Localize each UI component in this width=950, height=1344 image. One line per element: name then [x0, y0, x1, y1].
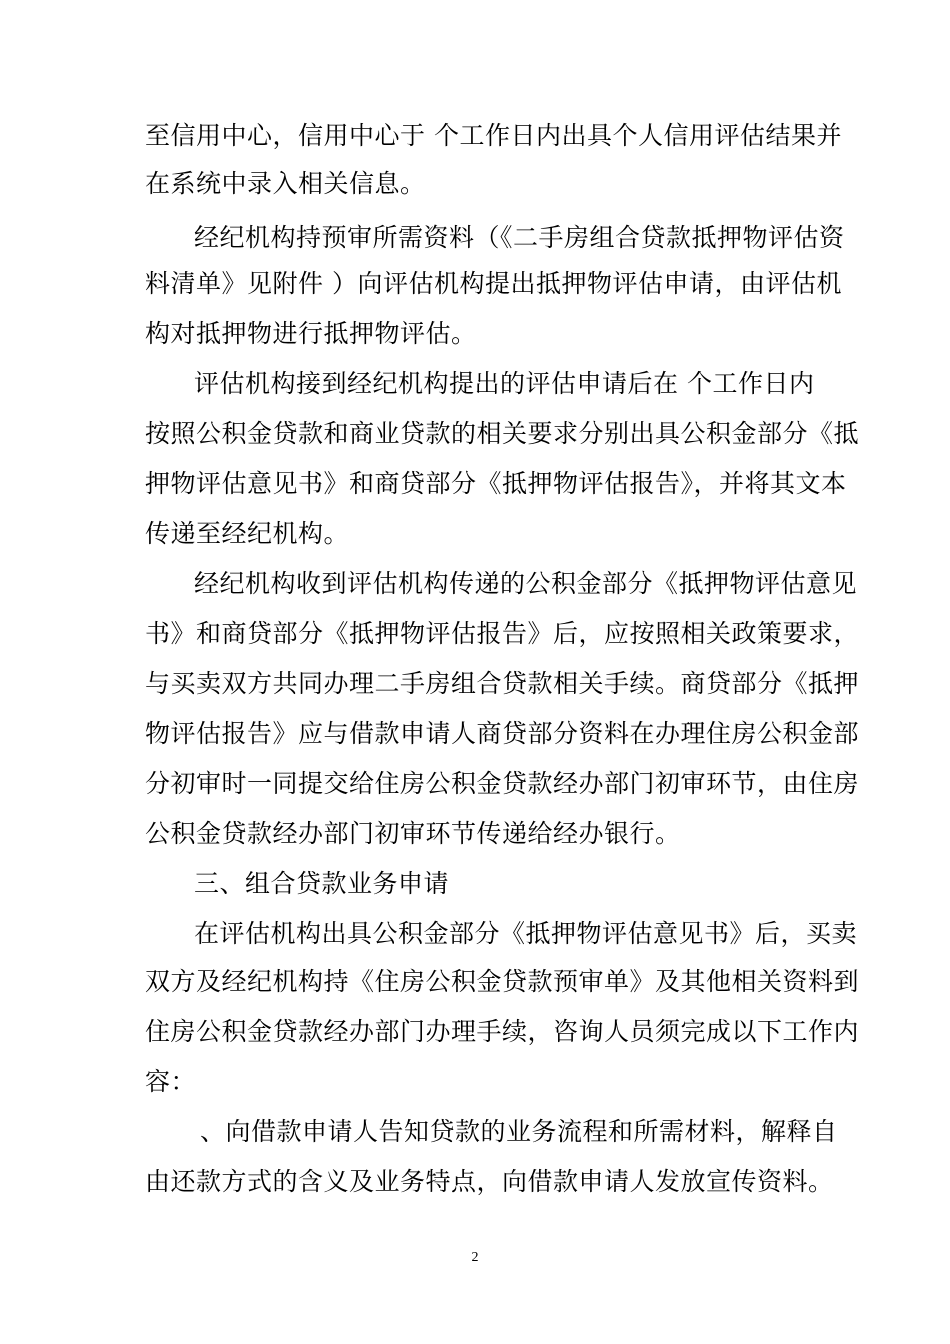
section-heading: 三、组合贷款业务申请	[194, 869, 450, 898]
text-line: 物评估报告》应与借款申请人商贷部分资料在办理住房公积金部	[145, 719, 860, 748]
list-item: 、向借款申请人告知贷款的业务流程和所需材料，解释自	[200, 1117, 838, 1146]
text-line: 与买卖双方共同办理二手房组合贷款相关手续。商贷部分《抵押	[145, 669, 860, 698]
text-line: 分初审时一同提交给住房公积金贷款经办部门初审环节，由住房	[145, 769, 860, 798]
text-line: 住房公积金贷款经办部门办理手续，咨询人员须完成以下工作内	[145, 1017, 860, 1046]
text-line: 传递至经纪机构。	[145, 519, 350, 548]
text-line: 在系统中录入相关信息。	[145, 169, 426, 198]
text-line: 经纪机构收到评估机构传递的公积金部分《抵押物评估意见	[194, 569, 858, 598]
text-line: 书》和商贷部分《抵押物评估报告》后，应按照相关政策要求，	[145, 619, 860, 648]
page-number: 2	[471, 1250, 479, 1265]
text-line: 容：	[145, 1067, 197, 1096]
text-line: 在评估机构出具公积金部分《抵押物评估意见书》后，买卖	[194, 919, 858, 948]
text-line: 经纪机构持预审所需资料（《二手房组合贷款抵押物评估资	[194, 223, 845, 252]
text-line: 料清单》见附件 ）向评估机构提出抵押物评估申请，由评估机	[145, 269, 842, 298]
text-line: 押物评估意见书》和商贷部分《抵押物评估报告》，并将其文本	[145, 469, 847, 498]
text-line: 按照公积金贷款和商业贷款的相关要求分别出具公积金部分《抵	[145, 419, 860, 448]
text-line: 双方及经纪机构持《住房公积金贷款预审单》及其他相关资料到	[145, 967, 860, 996]
text-line: 公积金贷款经办部门初审环节传递给经办银行。	[145, 819, 681, 848]
text-line: 至信用中心，信用中心于 个工作日内出具个人信用评估结果并	[145, 121, 842, 150]
text-line: 构对抵押物进行抵押物评估。	[145, 319, 477, 348]
text-line: 由还款方式的含义及业务特点，向借款申请人发放宣传资料。	[145, 1167, 834, 1196]
text-line: 评估机构接到经纪机构提出的评估申请后在 个工作日内	[194, 369, 815, 398]
